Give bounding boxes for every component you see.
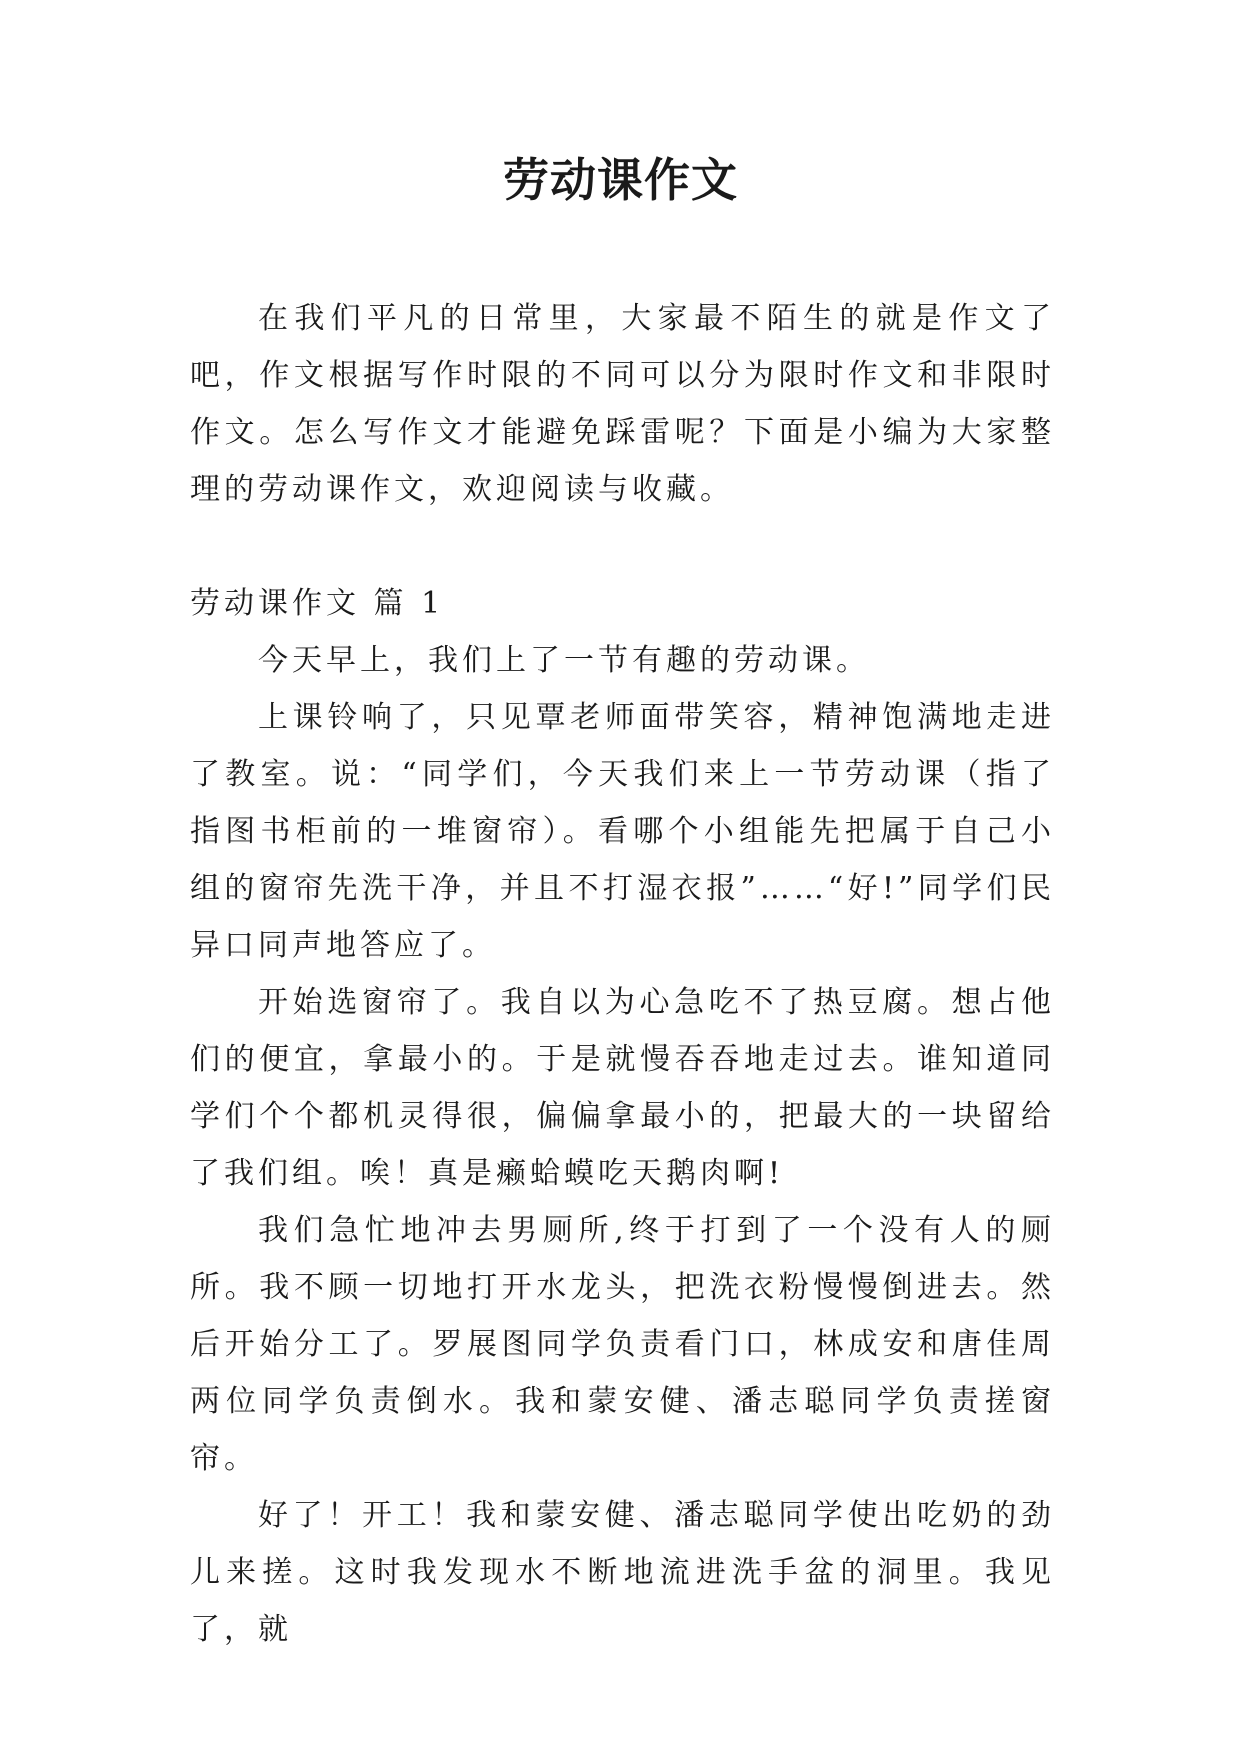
body-paragraph-1: 今天早上，我们上了一节有趣的劳动课。: [258, 643, 870, 678]
body-paragraph-2: 上课铃响了，只见覃老师面带笑容，精神饱满地走进了教室。说：“同学们，今天我们来上一节劳动课（指了指图书柜前的一堆窗帘）。看哪个小组能先把属于自己小组的窗帘先洗干净，并且不打湿衣报”……“好!”同学们民异口同声地答应了。: [190, 700, 1055, 963]
intro-paragraph: 在我们平凡的日常里，大家最不陌生的就是作文了吧，作文根据写作时限的不同可以分为限时作文和非限时作文。怎么写作文才能避免踩雷呢？下面是小编为大家整理的劳动课作文，欢迎阅读与收藏。: [190, 301, 1055, 507]
body-paragraph-5: 好了！开工！我和蒙安健、潘志聪同学使出吃奶的劲儿来搓。这时我发现水不断地流进洗手盆的洞里。我见了，就: [190, 1498, 1055, 1647]
body-paragraph-4: 我们急忙地冲去男厕所,终于打到了一个没有人的厕所。我不顾一切地打开水龙头，把洗衣粉慢慢倒进去。然后开始分工了。罗展图同学负责看门口，林成安和唐佳周两位同学负责倒水。我和蒙安健、潘志聪同学负责搓窗帘。: [190, 1213, 1055, 1476]
document-title: 劳动课作文: [503, 153, 738, 207]
body-paragraph-3: 开始选窗帘了。我自以为心急吃不了热豆腐。想占他们的便宜，拿最小的。于是就慢吞吞地走过去。谁知道同学们个个都机灵得很，偏偏拿最小的，把最大的一块留给了我们组。唉！真是癞蛤蟆吃天鹅肉啊!: [190, 985, 1055, 1191]
document-body: [190, 290, 1055, 1658]
section-heading: 劳动课作文 篇 1: [190, 586, 445, 621]
